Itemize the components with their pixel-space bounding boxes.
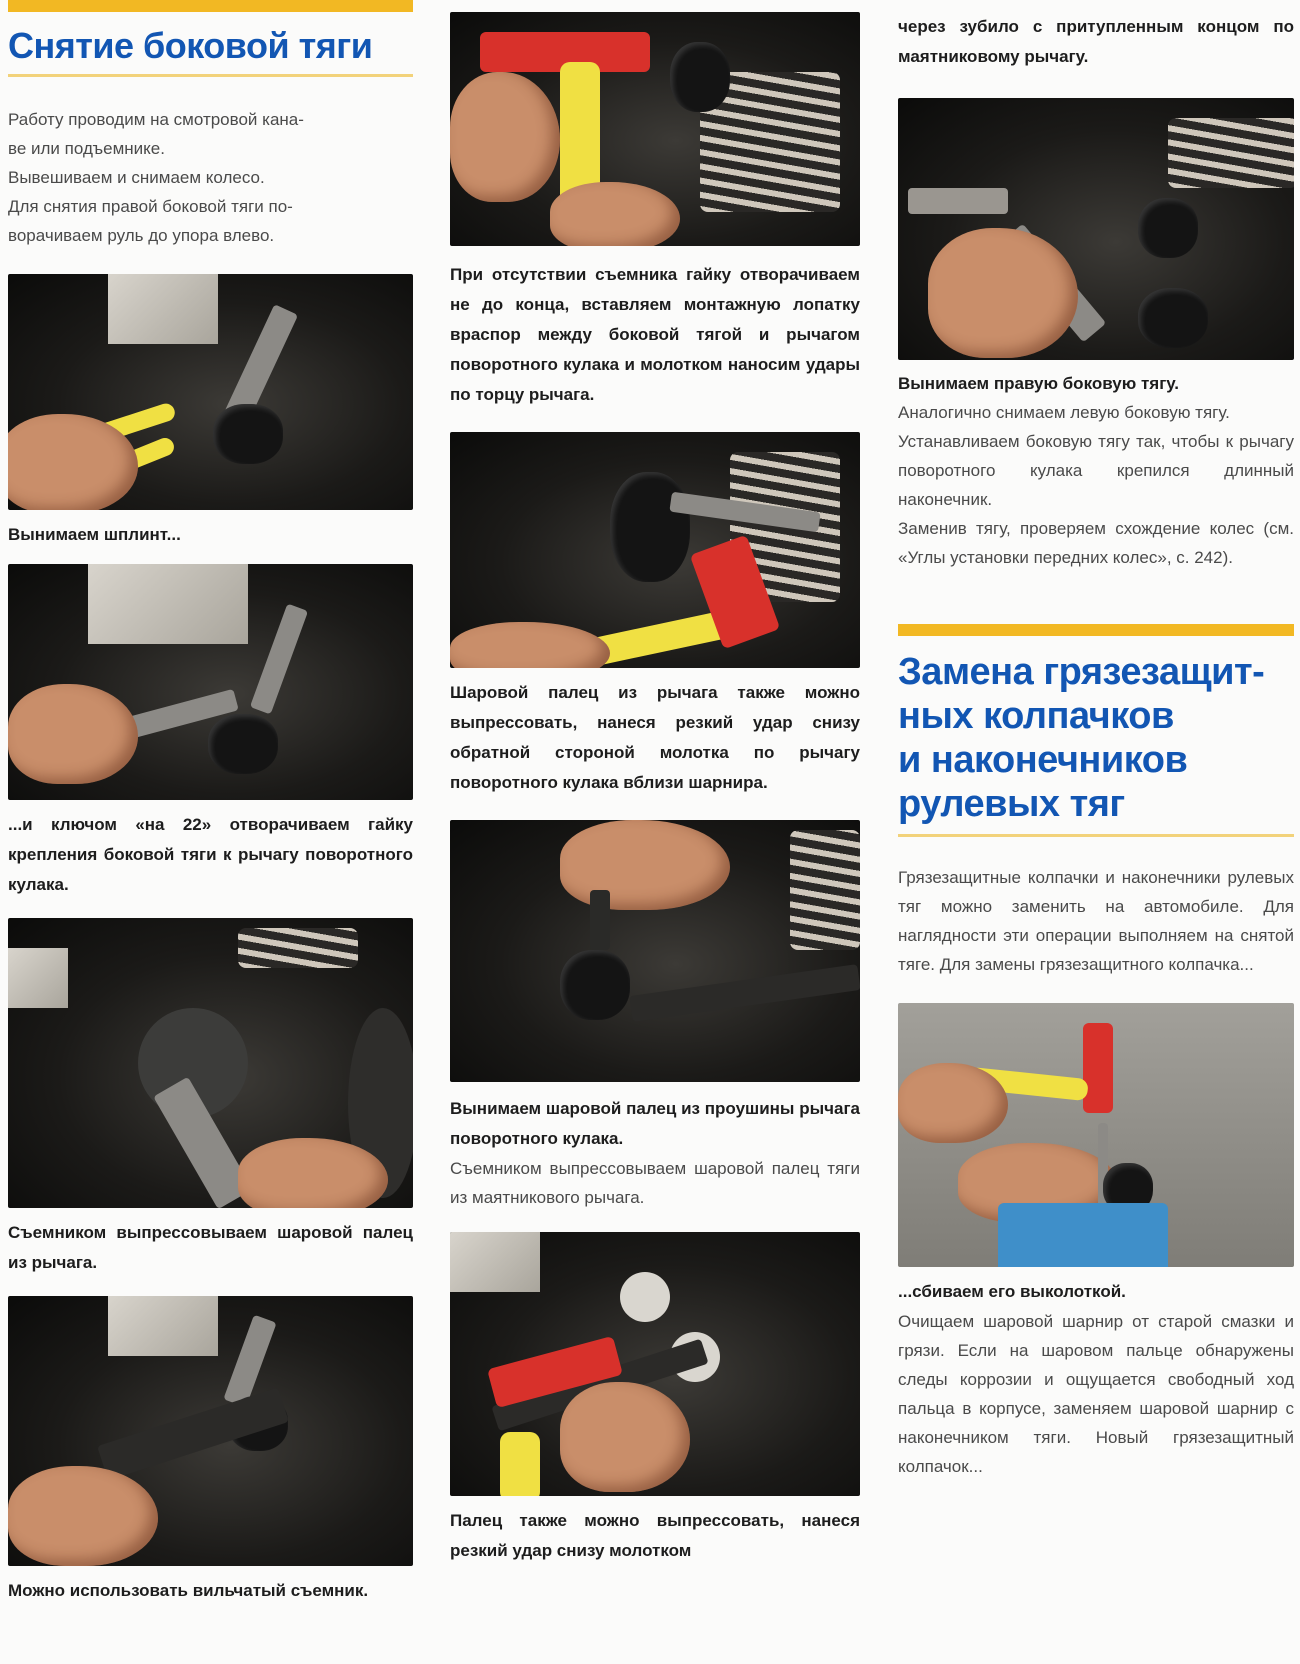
caption: При отсутствии съемника гайку отворачиваем не до конца, вставляем монтажную лопатку враспор между боковой тягой и рычагом поворотного кулака и молотком наносим удары по торцу рычага. (450, 265, 860, 404)
title-line: Замена грязезащит- (898, 651, 1265, 693)
caption-continued: через зубило с притупленным концом по маятниковому рычагу. (898, 17, 1294, 66)
photo-removing-ball-pin (450, 820, 860, 1082)
title-line: ных колпачков (898, 695, 1174, 737)
body-text: Грязезащитные колпачки и наконечники рулевых тяг можно заменить на автомобиле. Для наглядности эти операции выполняем на снятой тяге. Для замены грязезащитного колпачка... (898, 868, 1294, 974)
intro-text (8, 105, 413, 250)
intro-line: Вывешиваем и снимаем колесо. (8, 168, 265, 187)
caption: Вынимаем шаровой палец из проушины рычага поворотного кулака. (450, 1099, 860, 1148)
intro-line: ворачиваем руль до упора влево. (8, 226, 275, 245)
intro-line: Для снятия правой боковой тяги по- (8, 197, 293, 216)
title-underline (898, 834, 1294, 837)
column-right (898, 0, 1294, 1481)
caption: Палец также можно выпрессовать, нанеся резкий удар снизу молотком (450, 1511, 860, 1560)
title-line: и наконечников (898, 739, 1188, 781)
intro-line: Работу проводим на смотровой кана- (8, 110, 304, 129)
photo-pendulum-arm (450, 1232, 860, 1496)
photo-fork-puller (8, 1296, 413, 1566)
section-title-boots-and-tie-rod-ends (898, 642, 1294, 832)
section-accent-bar (8, 0, 413, 12)
column-left (8, 0, 413, 1606)
body-text: Заменив тягу, проверяем схождение колес (см. «Углы установки передних колес», с. 242). (898, 519, 1294, 567)
title-underline (8, 74, 413, 77)
caption: Можно использовать вильчатый съемник. (8, 1581, 369, 1600)
photo-removing-cotter-pin (8, 274, 413, 510)
photo-hammer-reverse-side (450, 432, 860, 668)
photo-hammer-strike (450, 12, 860, 246)
caption: ...и ключом «на 22» отворачиваем гайку крепления боковой тяги к рычагу поворотного кулака. (8, 815, 413, 894)
body-text: Очищаем шаровой шарнир от старой смазки и грязи. Если на шаровом пальце обнаружены следы коррозии и ощущается свободный ход пальца в корпусе, заменяем шаровой шарнир с наконечником тяги. Новый грязезащитный колпачок... (898, 1312, 1294, 1476)
caption: Съемником выпрессовываем шаровой палец из рычага. (8, 1223, 413, 1272)
photo-puller-pressing-ball-pin (8, 918, 413, 1208)
column-middle (450, 0, 860, 1566)
photo-wrench-on-nut (8, 564, 413, 800)
section-accent-bar (898, 624, 1294, 636)
caption: Вынимаем шплинт... (8, 525, 181, 544)
title-line: рулевых тяг (898, 783, 1125, 825)
caption: ...сбиваем его выколоткой. (898, 1282, 1126, 1301)
caption: Шаровой палец из рычага также можно выпрессовать, нанеся резкий удар снизу обратной стороной молотка по рычагу поворотного кулака вблизи шарнира. (450, 683, 860, 792)
photo-removing-right-tie-rod (898, 98, 1294, 360)
body-text: Аналогично снимаем левую боковую тягу. (898, 403, 1230, 422)
intro-line: ве или подъемнике. (8, 139, 165, 158)
section-title-tie-rod-removal: Снятие боковой тяги (8, 25, 373, 66)
photo-knocking-off-boot (898, 1003, 1294, 1267)
caption: Вынимаем правую боковую тягу. (898, 374, 1179, 393)
body-text: Съемником выпрессовываем шаровой палец тяги из маятникового рычага. (450, 1159, 860, 1207)
body-text: Устанавливаем боковую тягу так, чтобы к рычагу поворотного кулака крепился длинный наконечник. (898, 432, 1294, 509)
